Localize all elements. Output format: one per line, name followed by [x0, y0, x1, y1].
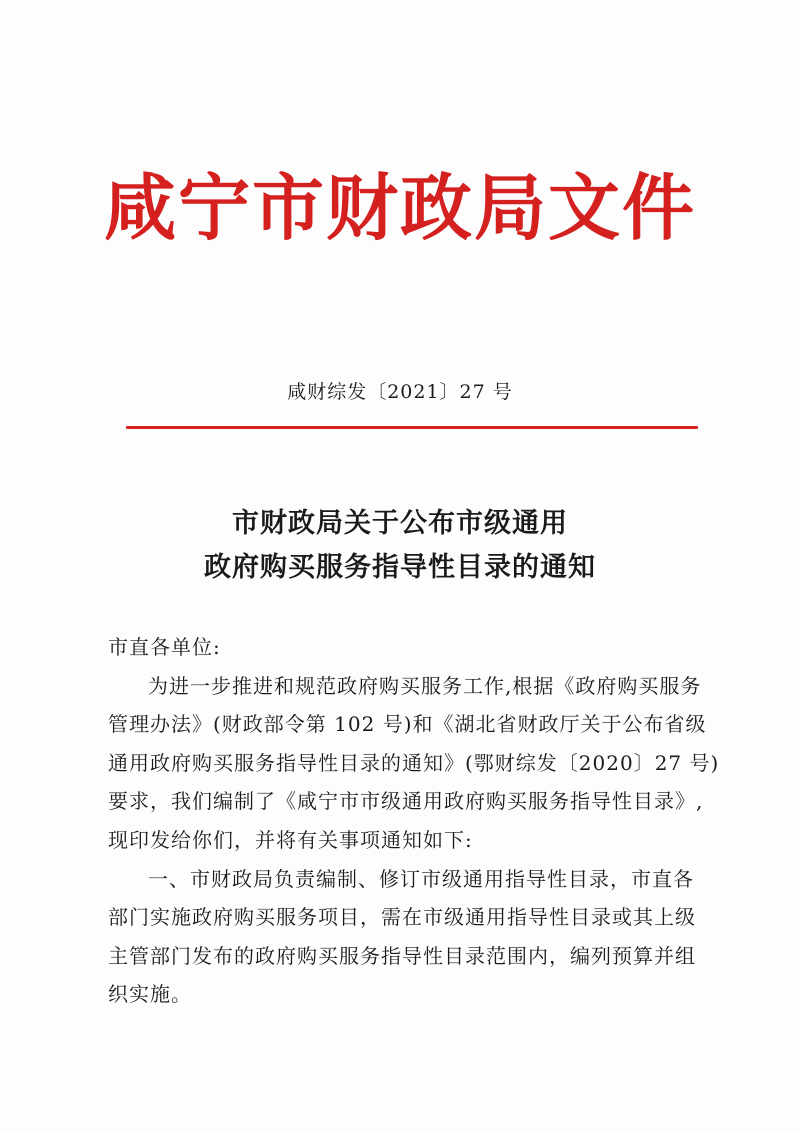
notice-body — [108, 628, 728, 1014]
paragraph-2-line: 织实施。 — [108, 982, 192, 1007]
document-number: 咸财综发〔2021〕27 号 — [287, 381, 513, 403]
paragraph-1-line: 要求，我们编制了《咸宁市市级通用政府购买服务指导性目录》, — [108, 789, 704, 814]
paragraph-1-line: 现印发给你们，并将有关事项通知如下: — [108, 827, 473, 852]
paragraph-1 — [108, 667, 728, 860]
paragraph-1-line: 通用政府购买服务指导性目录的通知》(鄂财综发〔2020〕27 号) — [108, 750, 720, 775]
paragraph-1-line: 管理办法》(财政部令第 102 号)和《湖北省财政厅关于公布省级 — [108, 712, 707, 737]
notice-title — [0, 502, 800, 590]
salutation: 市直各单位: — [108, 635, 221, 659]
notice-title-line-2: 政府购买服务指导性目录的通知 — [204, 552, 596, 583]
agency-masthead: 咸宁市财政局文件 — [103, 165, 696, 250]
paragraph-2-line: 主管部门发布的政府购买服务指导性目录范围内，编列预算并组 — [108, 943, 696, 968]
paragraph-2 — [108, 860, 728, 1014]
paragraph-1-line: 为进一步推进和规范政府购买服务工作,根据《政府购买服务 — [148, 673, 702, 698]
notice-title-line-1: 市财政局关于公布市级通用 — [232, 508, 568, 539]
red-separator-line — [126, 426, 698, 429]
paragraph-2-line: 部门实施政府购买服务项目，需在市级通用指导性目录或其上级 — [108, 905, 696, 930]
paragraph-2-line: 一、市财政局负责编制、修订市级通用指导性目录，市直各 — [148, 866, 694, 891]
